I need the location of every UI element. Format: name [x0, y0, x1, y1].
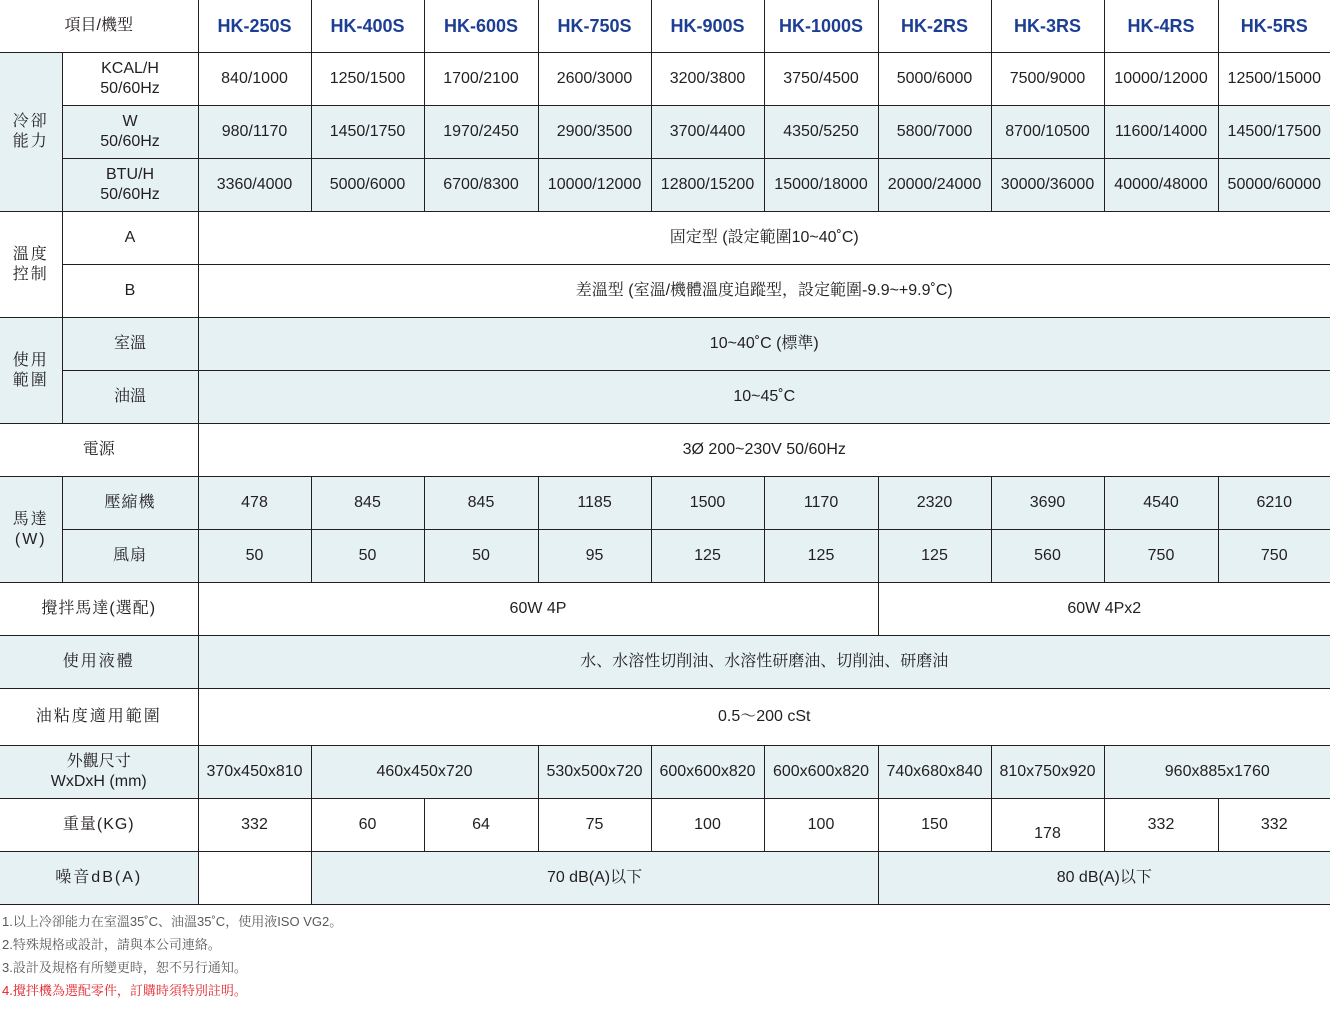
value-cell: 370x450x810 — [198, 746, 311, 799]
value-cell: 810x750x920 — [991, 746, 1104, 799]
noise-blank-cell — [198, 852, 311, 905]
fluid-row — [0, 636, 1330, 689]
footnotes — [2, 910, 342, 1002]
value-cell: 10000/12000 — [538, 159, 651, 212]
value-cell: 840/1000 — [198, 53, 311, 106]
model-header: HK-400S — [311, 0, 424, 53]
temp-group-line2: 控制 — [12, 265, 49, 283]
value-cell: 30000/36000 — [991, 159, 1104, 212]
model-header: HK-3RS — [991, 0, 1104, 53]
model-header: HK-250S — [198, 0, 311, 53]
value-cell: 530x500x720 — [538, 746, 651, 799]
value-cell: 980/1170 — [198, 106, 311, 159]
fluid-value: 水、水溶性切削油、水溶性研磨油、切削油、研磨油 — [198, 636, 1330, 689]
unit-line2: 50/60Hz — [100, 80, 160, 97]
value-cell: 4540 — [1104, 477, 1218, 530]
footnote: 3.設計及規格有所變更時，恕不另行通知。 — [2, 960, 247, 975]
unit-label — [62, 53, 198, 106]
compressor-label: 壓縮機 — [62, 477, 198, 530]
noise-value-b: 80 dB(A)以下 — [878, 852, 1330, 905]
temp-control-row-b — [0, 265, 1330, 318]
usage-group-line1: 使用 — [12, 351, 49, 369]
value-cell: 3750/4500 — [764, 53, 878, 106]
motor-group-line2: (W) — [14, 530, 47, 548]
temp-control-row-a — [0, 212, 1330, 265]
value-cell: 20000/24000 — [878, 159, 991, 212]
value-cell: 2900/3500 — [538, 106, 651, 159]
fan-row — [0, 530, 1330, 583]
value-cell: 50000/60000 — [1218, 159, 1330, 212]
value-cell: 3690 — [991, 477, 1104, 530]
stirring-value-rs: 60W 4Px2 — [878, 583, 1330, 636]
weight-row — [0, 799, 1330, 852]
cooling-group-line1: 冷卻 — [12, 113, 49, 130]
unit-line2: 50/60Hz — [100, 133, 160, 150]
value-cell: 478 — [198, 477, 311, 530]
weight-label: 重量(KG) — [0, 799, 198, 852]
value-cell: 1170 — [764, 477, 878, 530]
oil-temp-value: 10~45˚C — [198, 371, 1330, 424]
value-cell: 4350/5250 — [764, 106, 878, 159]
usage-group-label — [0, 318, 62, 424]
unit-label — [62, 159, 198, 212]
model-header: HK-5RS — [1218, 0, 1330, 53]
dimensions-label-line1: 外觀尺寸 — [66, 753, 131, 770]
unit-line1: KCAL/H — [101, 60, 159, 77]
value-cell: 150 — [878, 799, 991, 852]
value-cell: 100 — [764, 799, 878, 852]
value-cell: 100 — [651, 799, 764, 852]
fluid-label: 使用液體 — [0, 636, 198, 689]
value-cell: 560 — [991, 530, 1104, 583]
stirring-value-s: 60W 4P — [198, 583, 878, 636]
value-cell: 125 — [651, 530, 764, 583]
value-cell: 125 — [878, 530, 991, 583]
value-cell: 125 — [764, 530, 878, 583]
value-cell: 15000/18000 — [764, 159, 878, 212]
value-cell: 1970/2450 — [424, 106, 538, 159]
temp-type-a-value: 固定型 (設定範圍10~40˚C) — [198, 212, 1330, 265]
value-cell: 845 — [424, 477, 538, 530]
value-cell: 50 — [311, 530, 424, 583]
value-cell: 50 — [424, 530, 538, 583]
unit-line1: BTU/H — [106, 166, 154, 183]
viscosity-label: 油粘度適用範圍 — [0, 689, 198, 746]
cooling-row-w — [0, 106, 1330, 159]
motor-group-label — [0, 477, 62, 583]
stirring-row — [0, 583, 1330, 636]
stirring-label: 攪拌馬達(選配) — [0, 583, 198, 636]
value-cell: 50 — [198, 530, 311, 583]
value-cell: 6210 — [1218, 477, 1330, 530]
footnote: 1.以上冷卻能力在室溫35˚C、油溫35˚C，使用液ISO VG2。 — [2, 914, 343, 929]
value-cell: 95 — [538, 530, 651, 583]
unit-label — [62, 106, 198, 159]
value-cell: 5000/6000 — [311, 159, 424, 212]
usage-room-row — [0, 318, 1330, 371]
value-cell: 1250/1500 — [311, 53, 424, 106]
temp-type-a-label: A — [62, 212, 198, 265]
value-cell: 64 — [424, 799, 538, 852]
value-cell: 75 — [538, 799, 651, 852]
value-cell: 600x600x820 — [651, 746, 764, 799]
value-cell: 1185 — [538, 477, 651, 530]
noise-row — [0, 852, 1330, 905]
value-cell: 332 — [198, 799, 311, 852]
value-cell: 14500/17500 — [1218, 106, 1330, 159]
value-cell: 2320 — [878, 477, 991, 530]
value-cell: 3700/4400 — [651, 106, 764, 159]
room-temp-label: 室溫 — [62, 318, 198, 371]
noise-label: 噪音dB(A) — [0, 852, 198, 905]
room-temp-value: 10~40˚C (標準) — [198, 318, 1330, 371]
unit-line1: W — [122, 113, 138, 130]
value-cell: 6700/8300 — [424, 159, 538, 212]
oil-temp-label: 油溫 — [62, 371, 198, 424]
usage-oil-row — [0, 371, 1330, 424]
value-cell: 1450/1750 — [311, 106, 424, 159]
cooling-row-kcal — [0, 53, 1330, 106]
power-value: 3Ø 200~230V 50/60Hz — [198, 424, 1330, 477]
model-header: HK-750S — [538, 0, 651, 53]
dimensions-label — [0, 746, 198, 799]
value-cell: 60 — [311, 799, 424, 852]
value-cell: 5800/7000 — [878, 106, 991, 159]
item-model-label: 項目/機型 — [0, 0, 198, 53]
cooling-group-line2: 能力 — [12, 133, 49, 150]
motor-group-line1: 馬達 — [12, 510, 49, 528]
value-cell: 10000/12000 — [1104, 53, 1218, 106]
footnote: 2.特殊規格或設計，請與本公司連絡。 — [2, 937, 221, 952]
value-cell: 8700/10500 — [991, 106, 1104, 159]
temp-control-group-label — [0, 212, 62, 318]
weight-value-lowered: 178 — [1034, 825, 1061, 842]
power-row — [0, 424, 1330, 477]
model-header: HK-900S — [651, 0, 764, 53]
value-cell: 750 — [1218, 530, 1330, 583]
value-cell: 845 — [311, 477, 424, 530]
value-cell: 5000/6000 — [878, 53, 991, 106]
footnote-highlight: 4.攪拌機為選配零件，訂購時須特別註明。 — [2, 983, 247, 998]
compressor-row — [0, 477, 1330, 530]
value-cell: 1700/2100 — [424, 53, 538, 106]
value-cell — [991, 799, 1104, 852]
value-cell: 7500/9000 — [991, 53, 1104, 106]
value-cell: 332 — [1218, 799, 1330, 852]
value-cell: 740x680x840 — [878, 746, 991, 799]
model-header: HK-4RS — [1104, 0, 1218, 53]
value-cell: 40000/48000 — [1104, 159, 1218, 212]
model-header: HK-1000S — [764, 0, 878, 53]
temp-group-line1: 溫度 — [12, 245, 49, 263]
value-cell: 750 — [1104, 530, 1218, 583]
fan-label: 風扇 — [62, 530, 198, 583]
value-cell: 12500/15000 — [1218, 53, 1330, 106]
temp-type-b-value: 差溫型 (室溫/機體溫度追蹤型，設定範圍-9.9~+9.9˚C) — [198, 265, 1330, 318]
value-cell: 1500 — [651, 477, 764, 530]
temp-type-b-label: B — [62, 265, 198, 318]
value-cell: 12800/15200 — [651, 159, 764, 212]
dimensions-label-line2: WxDxH (mm) — [50, 773, 147, 790]
value-cell: 2600/3000 — [538, 53, 651, 106]
unit-line2: 50/60Hz — [100, 186, 160, 203]
header-row — [0, 0, 1330, 53]
cooling-group-label — [0, 53, 62, 212]
power-label: 電源 — [0, 424, 198, 477]
viscosity-value: 0.5～200 cSt — [198, 689, 1330, 746]
noise-value-a: 70 dB(A)以下 — [311, 852, 878, 905]
value-cell: 332 — [1104, 799, 1218, 852]
value-cell: 460x450x720 — [311, 746, 538, 799]
value-cell: 3360/4000 — [198, 159, 311, 212]
cooling-row-btu — [0, 159, 1330, 212]
model-header: HK-600S — [424, 0, 538, 53]
usage-group-line2: 範圍 — [12, 371, 49, 389]
dimensions-row — [0, 746, 1330, 799]
viscosity-row — [0, 689, 1330, 746]
value-cell: 600x600x820 — [764, 746, 878, 799]
model-header: HK-2RS — [878, 0, 991, 53]
value-cell: 3200/3800 — [651, 53, 764, 106]
value-cell: 960x885x1760 — [1104, 746, 1330, 799]
value-cell: 11600/14000 — [1104, 106, 1218, 159]
